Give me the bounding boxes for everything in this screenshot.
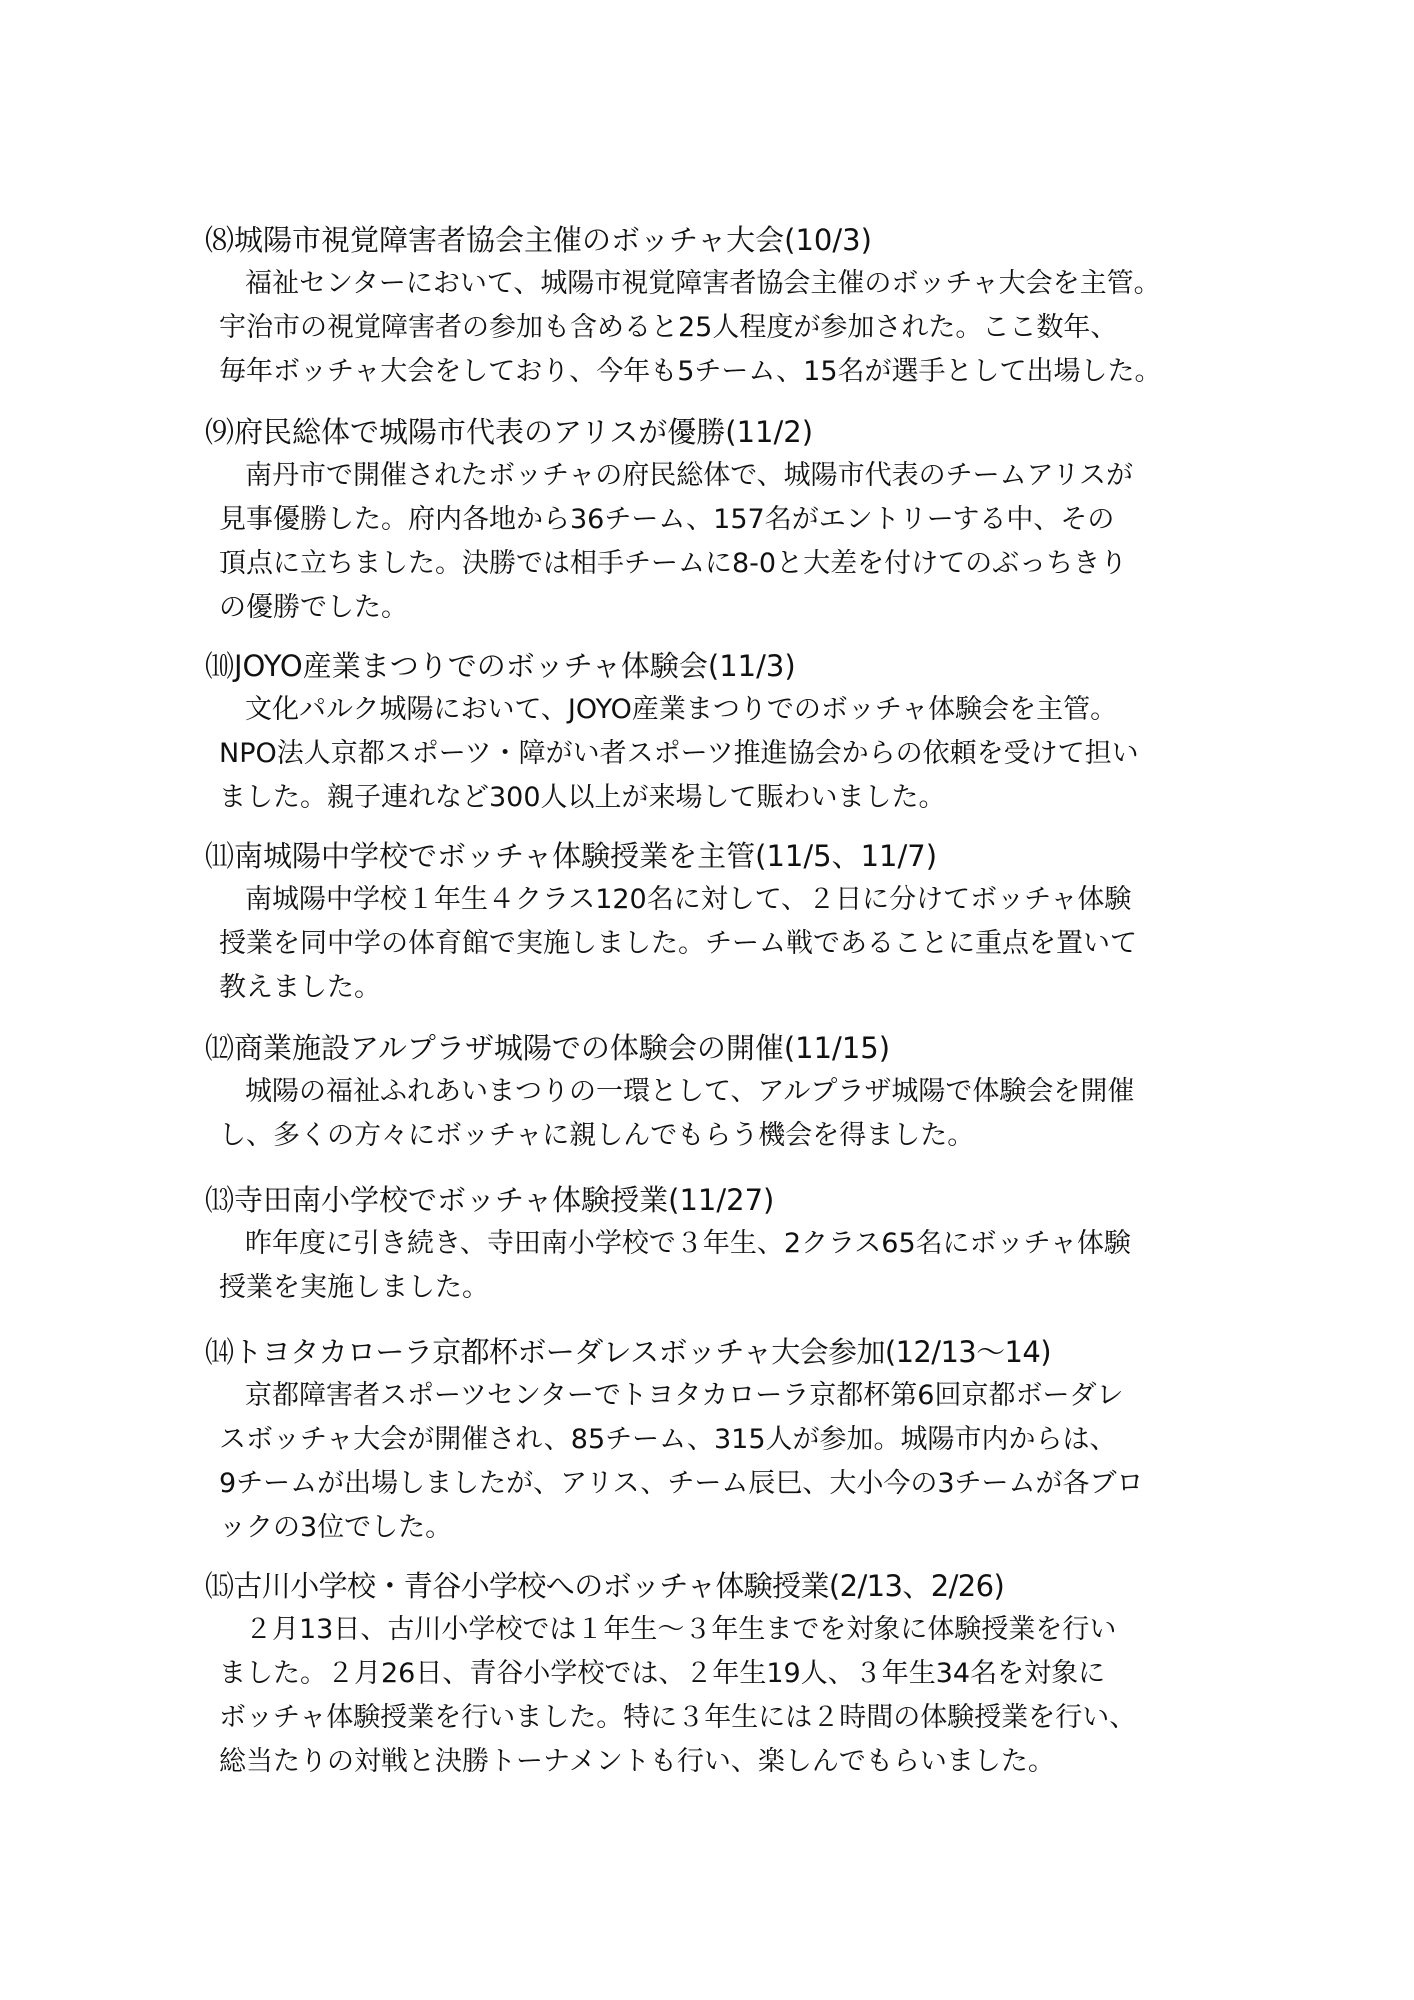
section-body-line: 毎年ボッチャ大会をしており、今年も5チーム、15名が選手として出場した。 <box>219 356 1162 387</box>
section-body-line: ボッチャ体験授業を行いました。特に３年生には２時間の体験授業を行い、 <box>219 1702 1137 1733</box>
section-14 <box>205 1330 1215 1550</box>
section-13 <box>205 1178 1215 1310</box>
section-heading: ⑾南城陽中学校でボッチャ体験授業を主管(11/5、11/7) <box>205 839 938 873</box>
section-10 <box>205 644 1215 820</box>
section-9 <box>205 410 1215 630</box>
section-body-line: 9チームが出場しましたが、アリス、チーム辰巳、大小今の3チームが各ブロ <box>219 1468 1144 1499</box>
section-body-line: 授業を同中学の体育館で実施しました。チーム戦であることに重点を置いて <box>219 928 1137 959</box>
section-body-line: 文化パルク城陽において、JOYO産業まつりでのボッチャ体験会を主管。 <box>245 694 1118 725</box>
section-heading: ⒂古川小学校・青谷小学校へのボッチャ体験授業(2/13、2/26) <box>205 1569 1005 1603</box>
section-body-line: 総当たりの対戦と決勝トーナメントも行い、楽しんでもらいました。 <box>219 1746 1055 1777</box>
section-body-line: 城陽の福祉ふれあいまつりの一環として、アルプラザ城陽で体験会を開催 <box>245 1076 1135 1107</box>
section-body-line: NPO法人京都スポーツ・障がい者スポーツ推進協会からの依頼を受けて担い <box>219 738 1139 769</box>
section-heading: ⒁トヨタカローラ京都杯ボーダレスボッチャ大会参加(12/13～14) <box>205 1335 1051 1369</box>
section-body-line: 宇治市の視覚障害者の参加も含めると25人程度が参加された。ここ数年、 <box>219 312 1118 343</box>
section-heading: ⒀寺田南小学校でボッチャ体験授業(11/27) <box>205 1183 775 1217</box>
section-body-line: スボッチャ大会が開催され、85チーム、315人が参加。城陽市内からは、 <box>219 1424 1117 1455</box>
section-body-line: ました。２月26日、青谷小学校では、２年生19人、３年生34名を対象に <box>219 1658 1106 1689</box>
section-11 <box>205 834 1215 1010</box>
section-body-line: 教えました。 <box>219 972 381 1003</box>
section-8 <box>205 218 1215 394</box>
section-body-line: 京都障害者スポーツセンターでトヨタカローラ京都杯第6回京都ボーダレ <box>245 1380 1124 1411</box>
section-body-line: 頂点に立ちました。決勝では相手チームに8-0と大差を付けてのぶっちきり <box>219 548 1128 579</box>
section-heading: ⑼府民総体で城陽市代表のアリスが優勝(11/2) <box>205 415 814 449</box>
section-heading: ⑻城陽市視覚障害者協会主催のボッチャ大会(10/3) <box>205 223 872 257</box>
section-body-line: 福祉センターにおいて、城陽市視覚障害者協会主催のボッチャ大会を主管。 <box>245 268 1161 299</box>
section-heading: ⑽JOYO産業まつりでのボッチャ体験会(11/3) <box>205 649 796 683</box>
section-body-line: 授業を実施しました。 <box>219 1272 489 1303</box>
section-body-line: し、多くの方々にボッチャに親しんでもらう機会を得ました。 <box>219 1120 975 1151</box>
section-body-line: 昨年度に引き続き、寺田南小学校で３年生、2クラス65名にボッチャ体験 <box>245 1228 1131 1259</box>
section-body-line: ックの3位でした。 <box>219 1512 453 1543</box>
section-body-line: ２月13日、古川小学校では１年生～３年生までを対象に体験授業を行い <box>245 1614 1117 1645</box>
section-body-line: の優勝でした。 <box>219 592 408 623</box>
section-15 <box>205 1564 1215 1784</box>
section-heading: ⑿商業施設アルプラザ城陽での体験会の開催(11/15) <box>205 1031 891 1065</box>
section-12 <box>205 1026 1215 1158</box>
section-body-line: 南城陽中学校１年生４クラス120名に対して、２日に分けてボッチャ体験 <box>245 884 1132 915</box>
section-body-line: 見事優勝した。府内各地から36チーム、157名がエントリーする中、その <box>219 504 1115 535</box>
section-body-line: ました。親子連れなど300人以上が来場して賑わいました。 <box>219 782 946 813</box>
section-body-line: 南丹市で開催されたボッチャの府民総体で、城陽市代表のチームアリスが <box>245 460 1134 491</box>
